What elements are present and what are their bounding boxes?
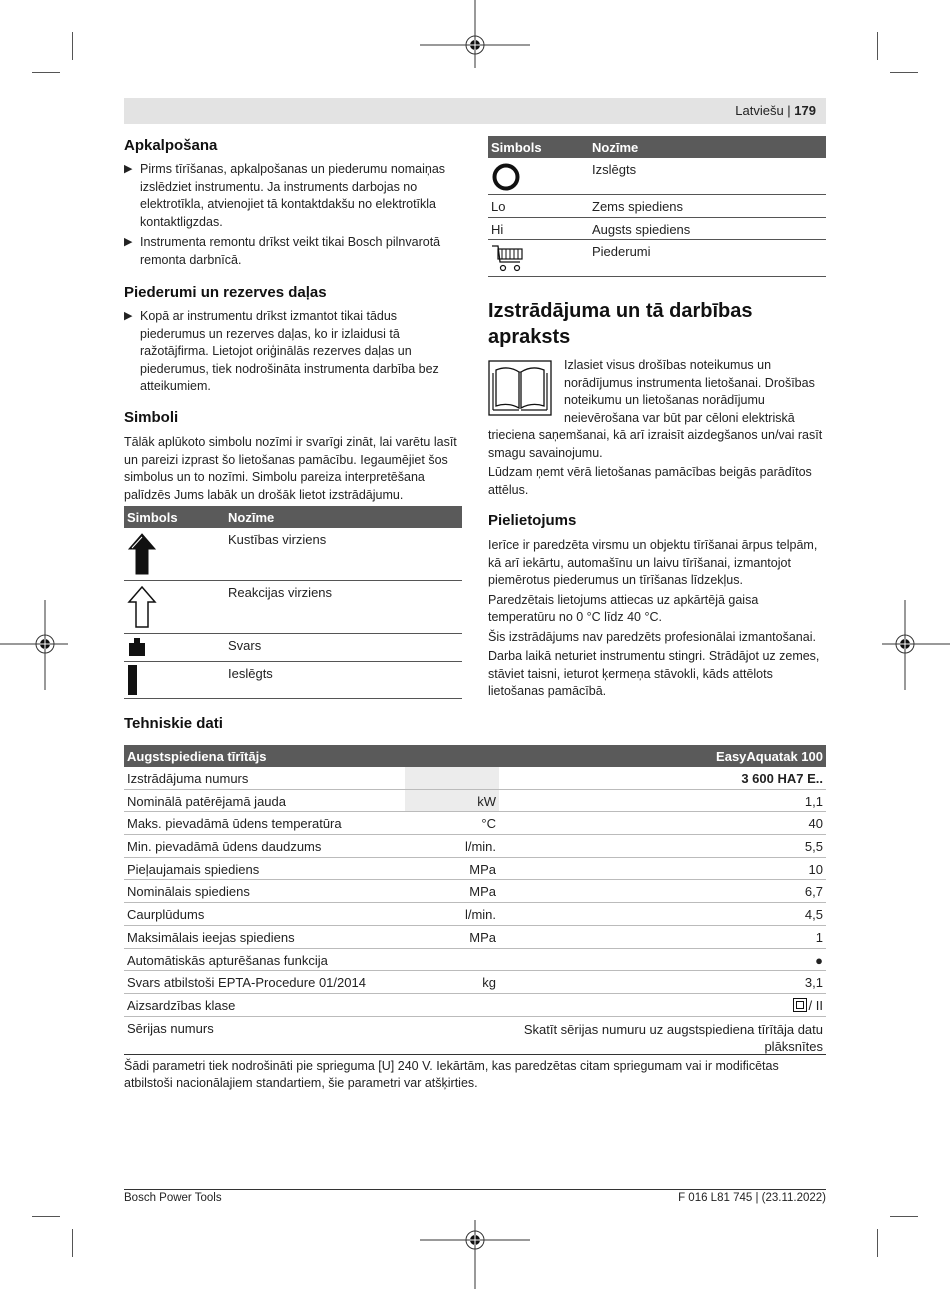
table-row — [124, 880, 826, 903]
section-title: Piederumi un rezerves daļas — [124, 284, 327, 301]
column-header-meaning: Nozīme — [228, 510, 275, 525]
row-unit: MPa — [469, 929, 496, 945]
table-row — [124, 971, 826, 994]
paragraph: Šis izstrādājums nav paredzēts profesionālai izmantošanai. — [488, 629, 816, 644]
paragraph: Tālāk aplūkoto simbolu nozīmi ir svarīgi zināt, lai varētu lasīt un pareizi izprast šo lietošanas pamācību. Iegaumējiet šos simbolus un to nozīmi. Simbolu pareiza interpretēšana palīdzēs Jums labāk un drošāk lietot izstrādājumu. — [124, 435, 457, 502]
section-apkalposana — [124, 137, 464, 272]
registration-mark-bottom-icon — [420, 1220, 530, 1289]
row-unit: °C — [481, 816, 496, 832]
symbol-text: Hi — [491, 222, 504, 237]
row-name: Pieļaujamais spiediens — [127, 861, 260, 877]
on-bar-icon — [127, 665, 139, 698]
row-value: 40 — [808, 816, 823, 832]
registration-mark-top-icon — [420, 0, 530, 70]
table-header — [488, 136, 826, 158]
paragraph: Darba laikā neturiet instrumentu stingri. Strādājot uz zemes, stāviet taisni, ieturot ķermeņa stāvokli, kāds attēlots lietošanas pamācībā. — [488, 649, 820, 698]
section-simboli — [124, 409, 464, 504]
symbol-table-left — [124, 506, 462, 699]
heading-line: apraksts — [488, 326, 571, 348]
row-name: Svars atbilstoši EPTA-Procedure 01/2014 — [127, 975, 366, 991]
arrow-up-outline-icon — [127, 585, 157, 632]
off-circle-icon — [491, 162, 521, 195]
row-value: 1,1 — [804, 793, 823, 809]
class-ii-double-square-icon — [793, 998, 809, 1013]
row-value: 3,1 — [804, 975, 823, 991]
table-row — [124, 790, 826, 813]
tech-table — [124, 745, 826, 1093]
table-row — [124, 528, 462, 581]
tech-table-header — [124, 745, 826, 767]
symbol-text: Lo — [491, 199, 506, 214]
section-piederumi — [124, 284, 464, 399]
row-unit: MPa — [469, 861, 496, 877]
table-row — [124, 835, 826, 858]
row-name: Nominālā patērējamā jauda — [127, 793, 286, 809]
row-name: Nominālais spiediens — [127, 884, 250, 900]
bullet-item — [124, 234, 464, 269]
row-value: 3 600 HA7 E.. — [741, 771, 823, 786]
row-name: Maksimālais ieejas spiediens — [127, 929, 295, 945]
header-separator: | — [787, 103, 795, 118]
table-row — [488, 218, 826, 240]
row-value: 6,7 — [804, 884, 823, 900]
value-line: plāksnītes — [764, 1038, 823, 1054]
page-header — [124, 98, 826, 124]
table-header — [124, 506, 462, 528]
text-line: neievērošana var būt par cēloni elektriskā — [564, 410, 795, 425]
arrow-up-filled-icon — [127, 532, 157, 579]
row-name: Maks. pievadāmā ūdens temperatūra — [127, 816, 342, 832]
table-row — [124, 581, 462, 634]
table-row — [488, 240, 826, 277]
paragraph: trieciena saņemšanai, kā arī izraisīt aizdegšanos un/vai rasīt smagu savainojumu. — [488, 428, 823, 460]
row-value: ● — [815, 952, 823, 968]
row-unit — [405, 994, 499, 1016]
bullet-text: Pirms tīrīšanas, apkalpošanas un piederumu nomaiņas izslēdziet instrumentu. Ja instruments darbojas no elektrotīkla, atvienojiet tā kontaktdakšu no elektrotīkla kontaktligzdas. — [140, 162, 446, 229]
table-row — [488, 195, 826, 218]
section-apraksts — [488, 298, 826, 350]
bullet-triangle-icon: ▶ — [124, 163, 133, 175]
apraksts-text — [488, 427, 826, 499]
footer-left: Bosch Power Tools — [124, 1192, 222, 1204]
text-line: norādījumus instrumenta lietošanai. Drošības — [564, 375, 815, 390]
row-value: 5,5 — [804, 839, 823, 855]
tech-title: Tehniskie dati — [124, 715, 223, 732]
page-number: 179 — [794, 103, 816, 118]
symbol-table-right — [488, 136, 826, 277]
page-header-text — [735, 103, 816, 118]
shopping-cart-icon — [491, 243, 525, 276]
row-unit: kg — [482, 975, 496, 991]
apraksts-indented-text — [564, 357, 826, 427]
weight-icon — [127, 637, 147, 660]
meaning-text: Kustības virziens — [228, 532, 327, 547]
row-value — [793, 998, 823, 1013]
meaning-text: Ieslēgts — [228, 666, 273, 681]
table-row — [488, 158, 826, 195]
meaning-text: Zems spiediens — [592, 199, 684, 214]
bullet-text: Instrumenta remontu drīkst veikt tikai Bosch pilnvarotā remonta darbnīcā. — [140, 235, 441, 267]
column-header-symbol: Simbols — [491, 140, 542, 155]
table-row — [124, 1017, 826, 1055]
row-unit: l/min. — [464, 839, 496, 855]
book-icon — [488, 360, 552, 416]
text-line: noteikumu un lietošanas norādījumu — [564, 393, 765, 407]
value-line: Skatīt sērijas numuru uz augstspiediena tīrītāja datu — [523, 1021, 823, 1037]
row-value — [524, 1021, 823, 1055]
bullet-triangle-icon: ▶ — [124, 310, 133, 322]
row-unit — [405, 767, 499, 789]
row-unit — [405, 949, 499, 971]
tech-rows — [124, 767, 826, 1017]
bullet-item — [124, 308, 464, 396]
row-name: Aizsardzības klase — [127, 997, 236, 1013]
table-row — [124, 949, 826, 972]
registration-mark-left-icon — [0, 600, 70, 690]
meaning-text: Reakcijas virziens — [228, 585, 333, 600]
table-row — [124, 903, 826, 926]
bullet-text: Kopā ar instrumentu drīkst izmantot tikai tādus piederumus un rezerves daļas, ko ir izlaidusi tā ražotājfirma. Lietojot oriģinālās rezerves daļas un piederumus, tiek nodrošināta instrumenta darbība bez atteikumiem. — [140, 309, 439, 393]
meaning-text: Izslēgts — [592, 162, 637, 177]
section-heading — [488, 298, 826, 350]
row-name: Izstrādājuma numurs — [127, 771, 249, 786]
class-text: / II — [808, 997, 823, 1013]
footer-rule — [124, 1189, 826, 1190]
meaning-text: Augsts spiediens — [592, 222, 691, 237]
paragraph: Ierīce ir paredzēta virsmu un objektu tīrīšanai ārpus telpām, kā arī iekārtu, automašīnu un laivu tīrīšanai, izmantojot piemērotus piederumus un tīrīšanas līdzekļus. — [488, 538, 818, 587]
section-pielietojums — [488, 512, 826, 701]
row-unit: MPa — [469, 884, 496, 900]
row-name: Sērijas numurs — [127, 1020, 214, 1036]
bullet-item — [124, 161, 464, 231]
table-row — [124, 634, 462, 662]
text-line: Izlasiet visus drošības noteikumus un — [564, 358, 772, 372]
header-language: Latviešu — [735, 103, 784, 118]
table-row — [124, 926, 826, 949]
footer-right: F 016 L81 745 | (23.11.2022) — [678, 1192, 826, 1204]
meaning-text: Svars — [228, 638, 262, 653]
tech-header-left: Augstspiediena tīrītājs — [127, 749, 267, 764]
column-header-meaning: Nozīme — [592, 140, 639, 155]
table-row — [124, 858, 826, 881]
paragraph: Paredzētais lietojums attiecas uz apkārtējā gaisa temperatūru no 0 °C līdz 40 °C. — [488, 592, 759, 624]
table-row — [124, 994, 826, 1017]
section-title: Pielietojums — [488, 512, 577, 529]
table-row — [124, 767, 826, 790]
section-title: Apkalpošana — [124, 137, 218, 154]
row-name: Caurplūdums — [127, 907, 205, 923]
column-header-symbol: Simbols — [127, 510, 178, 525]
row-value: 10 — [808, 861, 823, 877]
row-name: Automātiskās apturēšanas funkcija — [127, 952, 328, 968]
row-name: Min. pievadāmā ūdens daudzums — [127, 839, 322, 855]
table-row — [124, 812, 826, 835]
section-title: Simboli — [124, 409, 179, 426]
bullet-triangle-icon: ▶ — [124, 236, 133, 248]
row-unit: l/min. — [464, 907, 496, 923]
tech-header-right: EasyAquatak 100 — [716, 749, 823, 764]
table-row — [124, 662, 462, 699]
registration-mark-right-icon — [880, 600, 950, 690]
tech-note: Šādi parametri tiek nodrošināti pie sprieguma [U] 240 V. Iekārtām, kas paredzētas citam spriegumam vai ir modificētas atbilstoši nacionālajiem standartiem, šie parametri var atšķirties. — [124, 1058, 779, 1091]
row-value: 1 — [815, 929, 823, 945]
row-value: 4,5 — [804, 907, 823, 923]
heading-line: Izstrādājuma un tā darbības — [488, 300, 753, 322]
row-unit: kW — [477, 793, 496, 809]
paragraph: Lūdzam ņemt vērā lietošanas pamācības beigās parādītos attēlus. — [488, 465, 812, 497]
meaning-text: Piederumi — [592, 244, 651, 259]
